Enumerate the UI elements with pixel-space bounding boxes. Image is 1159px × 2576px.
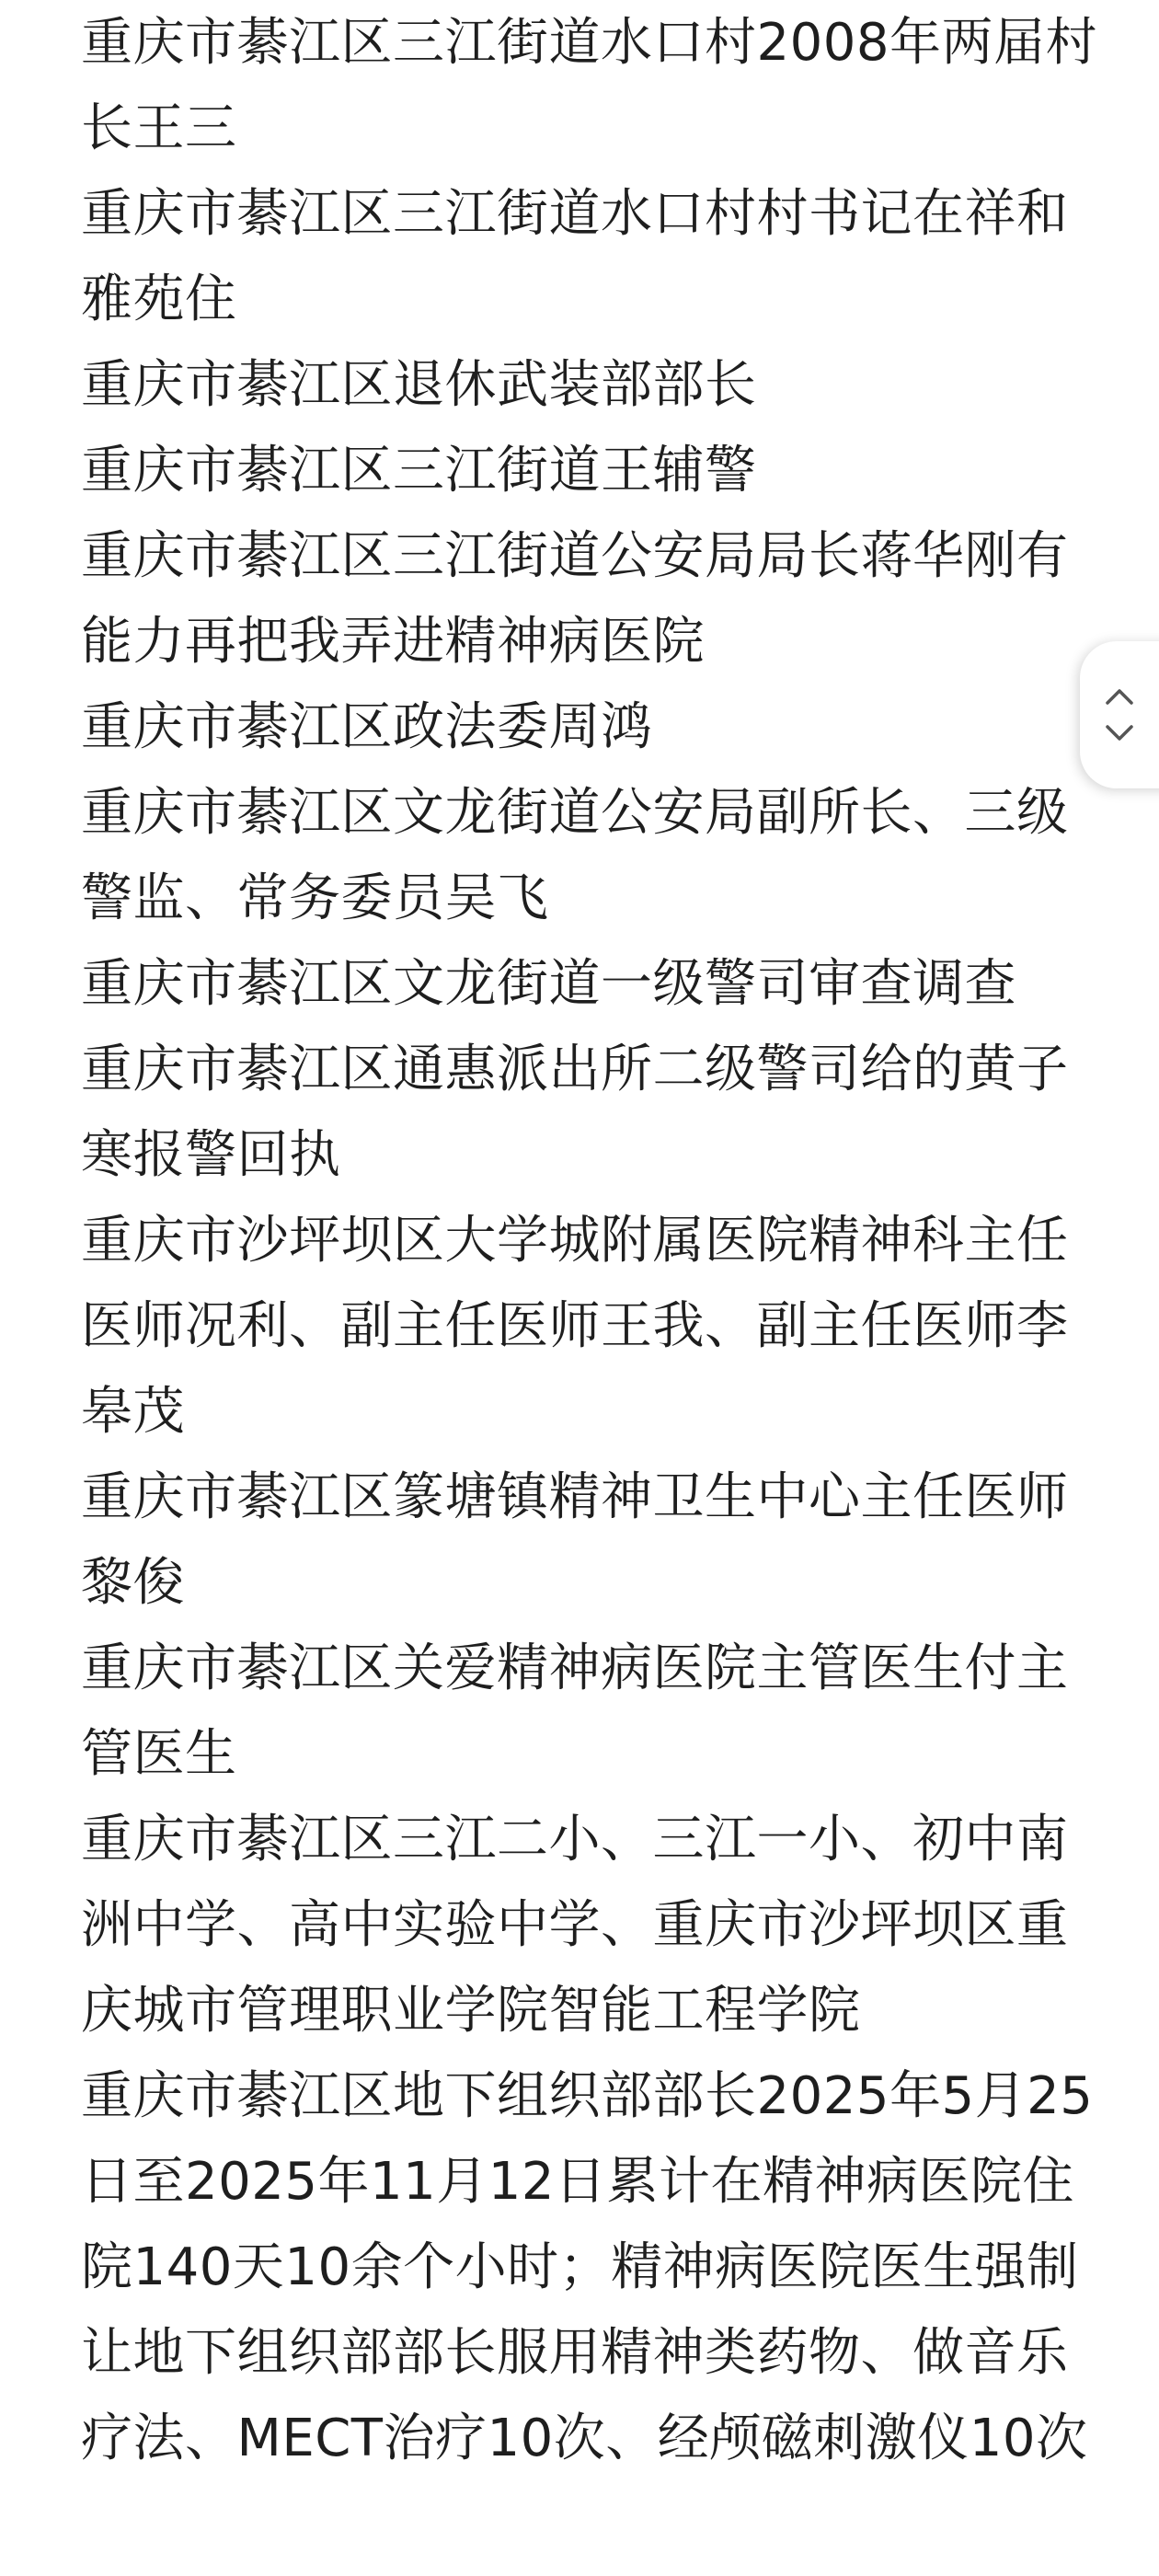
paragraph: 重庆市綦江区三江街道水口村村书记在祥和雅苑住 bbox=[81, 184, 1069, 329]
paragraph: 重庆市綦江区篆塘镇精神卫生中心主任医师黎俊 bbox=[81, 1467, 1069, 1613]
paragraph: 重庆市綦江区三江街道公安局局长蒋华刚有能力再把我弄进精神病医院 bbox=[81, 526, 1069, 672]
paragraph: 重庆市綦江区三江街道王辅警 bbox=[81, 441, 757, 500]
paragraph: 重庆市綦江区文龙街道一级警司审查调查 bbox=[81, 954, 1016, 1014]
scroll-down-button[interactable] bbox=[1104, 723, 1135, 743]
chevron-down-icon bbox=[1104, 723, 1135, 743]
paragraph: 重庆市沙坪坝区大学城附属医院精神科主任医师况利、副主任医师王我、副主任医师李皋茂 bbox=[81, 1211, 1069, 1442]
paragraph: 重庆市綦江区三江街道水口村2008年两届村长王三 bbox=[81, 13, 1098, 158]
article-body bbox=[81, 0, 1102, 2481]
paragraph: 重庆市綦江区地下组织部部长2025年5月25日至2025年11月12日累计在精神病医院住院140天10余个小时；精神病医院医生强制让地下组织部部长服用精神类药物、做音乐疗法、MECT治疗10次、经颅磁刺激仪10次 bbox=[81, 2066, 1094, 2468]
paragraph: 重庆市綦江区退休武装部部长 bbox=[81, 355, 757, 415]
chevron-up-icon bbox=[1104, 686, 1135, 707]
paragraph: 重庆市綦江区三江二小、三江一小、初中南洲中学、高中实验中学、重庆市沙坪坝区重庆城市管理职业学院智能工程学院 bbox=[81, 1810, 1069, 2041]
page-scroll-control bbox=[1080, 641, 1159, 788]
paragraph: 重庆市綦江区政法委周鸿 bbox=[81, 697, 653, 757]
paragraph: 重庆市綦江区关爱精神病医院主管医生付主管医生 bbox=[81, 1639, 1069, 1784]
paragraph: 重庆市綦江区通惠派出所二级警司给的黄子寒报警回执 bbox=[81, 1040, 1069, 1185]
scroll-up-button[interactable] bbox=[1104, 686, 1135, 707]
paragraph: 重庆市綦江区文龙街道公安局副所长、三级警监、常务委员吴飞 bbox=[81, 783, 1069, 928]
